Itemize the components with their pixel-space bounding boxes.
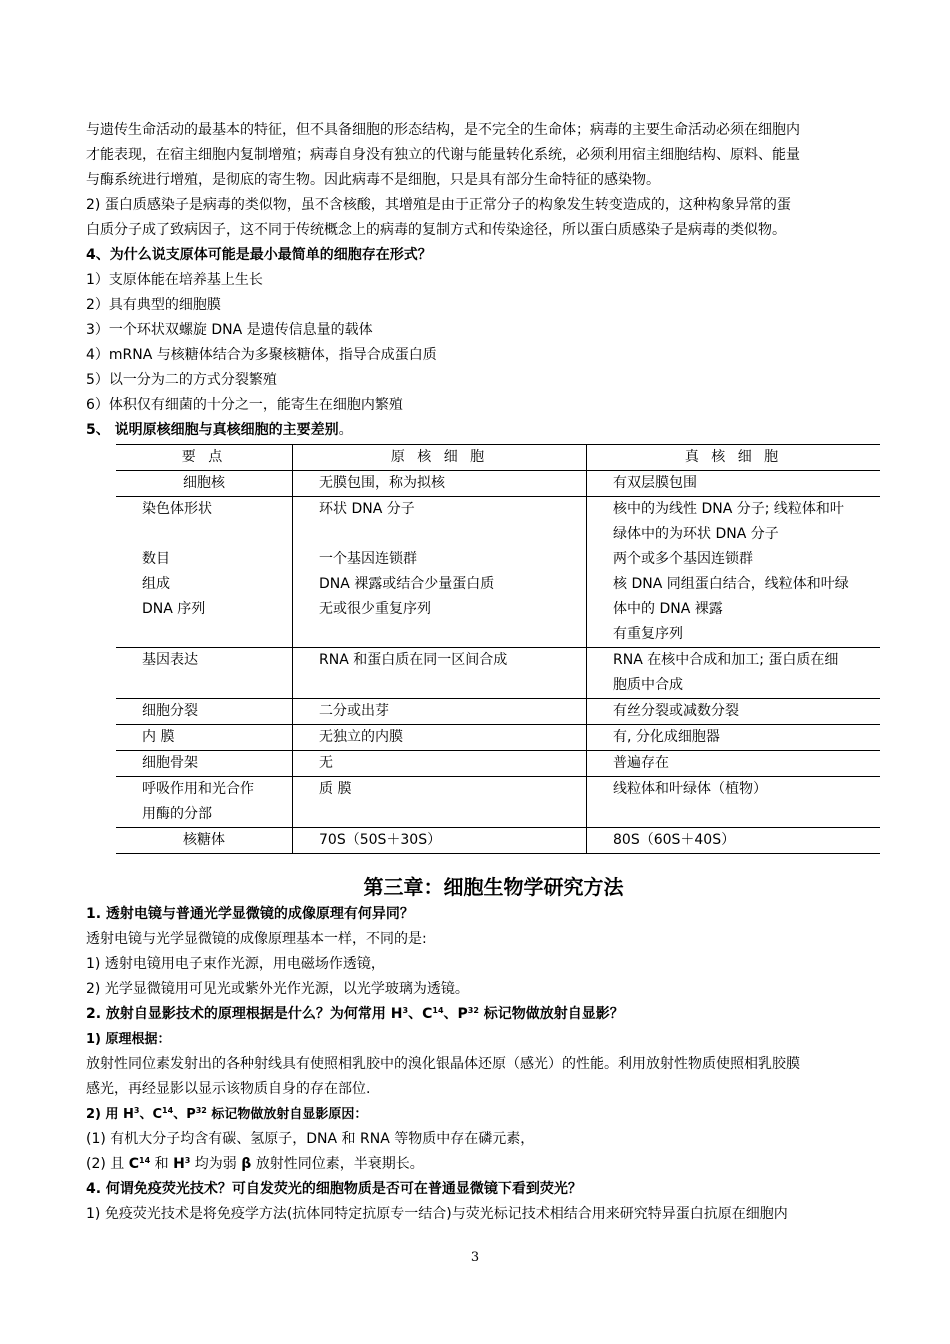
question-title-suffix: 。 <box>338 422 353 438</box>
cell-line: 胞质中合成 <box>613 677 683 693</box>
table-cell: 有, 分化成细胞器 <box>587 725 881 751</box>
paragraph-line: 与遗传生命活动的最基本的特征，但不具备细胞的形态结构，是不完全的生命体；病毒的主要生命活动必须在细胞内 <box>86 122 800 138</box>
table-cell: 有丝分裂或减数分裂 <box>587 699 881 725</box>
list-item: 2）具有典型的细胞膜 <box>86 297 221 313</box>
cell-line: 组成 <box>142 576 170 592</box>
table-cell: 二分或出芽 <box>293 699 587 725</box>
text-part: 放射性同位素，半衰期长。 <box>251 1156 424 1172</box>
paragraph-line: (1) 有机大分子均含有碳、氢原子，DNA 和 RNA 等物质中存在磷元素， <box>86 1131 535 1147</box>
paragraph-line: 与酶系统进行增殖，是彻底的寄生物。因此病毒不是细胞，只是具有部分生命特征的感染物。 <box>86 172 660 188</box>
table-cell: 无 <box>293 751 587 777</box>
table-cell: RNA 和蛋白质在同一区间合成 <box>293 648 587 699</box>
table-cell: 细胞骨架 <box>116 751 293 777</box>
list-item: 4）mRNA 与核糖体结合为多聚核糖体，指导合成蛋白质 <box>86 347 437 363</box>
table-header-cell: 原 核 细 胞 <box>293 445 587 471</box>
paragraph-line: 感光，再经显影以显示该物质自身的存在部位. <box>86 1081 371 1097</box>
superscript: 3 <box>184 1156 191 1165</box>
superscript: 32 <box>467 1006 479 1015</box>
question-heading <box>86 418 881 443</box>
table-row <box>116 751 880 777</box>
cell-line: 呼吸作用和光合作 <box>142 781 254 797</box>
table-cell: 70S（50S＋30S） <box>293 828 587 854</box>
document-page <box>86 118 881 1227</box>
superscript: 14 <box>139 1156 151 1165</box>
title-part: 标记物做放射自显影？ <box>478 1006 624 1022</box>
text-part: H <box>173 1156 185 1172</box>
cell-line: 绿体中的为环状 DNA 分子 <box>613 526 779 542</box>
table-cell <box>116 497 293 648</box>
table-cell <box>587 648 881 699</box>
table-cell <box>116 777 293 828</box>
paragraph-line <box>86 1152 881 1177</box>
text-part: C <box>128 1156 140 1172</box>
paragraph-line: 透射电镜与光学显微镜的成像原理基本一样，不同的是: <box>86 931 427 947</box>
cell-line: 染色体形状 <box>142 501 212 517</box>
table-header-cell: 要 点 <box>116 445 293 471</box>
cell-line: 无或很少重复序列 <box>319 601 431 617</box>
title-part: 标记物做放射自显影原因： <box>206 1107 368 1122</box>
table-cell <box>293 497 587 648</box>
title-part: 2) 用 H <box>86 1107 134 1122</box>
paragraph-line: 放射性同位素发射出的各种射线具有使照相乳胶中的溴化银晶体还原（感光）的性能。利用放射性物质使照相乳胶膜 <box>86 1056 800 1072</box>
title-part: 、C <box>408 1006 433 1022</box>
question-heading: 1. 透射电镜与普通光学显微镜的成像原理有何异同？ <box>86 906 414 922</box>
table-row <box>116 725 880 751</box>
question-heading: 4、为什么说支原体可能是最小最简单的细胞存在形式？ <box>86 247 432 263</box>
table-row <box>116 471 880 497</box>
question-heading <box>86 1002 881 1027</box>
table-header-cell: 真 核 细 胞 <box>587 445 881 471</box>
paragraph-line: 1) 透射电镜用电子束作光源，用电磁场作透镜， <box>86 956 385 972</box>
title-part: 2. 放射自显影技术的原理根据是什么？为何常用 H <box>86 1006 403 1022</box>
text-part: β <box>241 1156 252 1172</box>
text-part: 均为弱 <box>190 1156 242 1172</box>
question-heading: 4. 何谓免疫荧光技术？可自发荧光的细胞物质是否可在普通显微镜下看到荧光？ <box>86 1181 582 1197</box>
table-row <box>116 828 880 854</box>
table-cell: 普遍存在 <box>587 751 881 777</box>
superscript: 3 <box>133 1106 140 1115</box>
table-row <box>116 777 880 828</box>
cell-line: 一个基因连锁群 <box>319 551 417 567</box>
table-cell: 质 膜 <box>293 777 587 828</box>
cell-line: 体中的 DNA 裸露 <box>613 601 723 617</box>
sub-heading: 1) 原理根据： <box>86 1032 171 1047</box>
list-item: 6）体积仅有细菌的十分之一，能寄生在细胞内繁殖 <box>86 397 403 413</box>
paragraph-line: 2) 蛋白质感染子是病毒的类似物，虽不含核酸，其增殖是由于正常分子的构象发生转变造成的，这种构象异常的蛋 <box>86 197 791 213</box>
table-cell: 细胞核 <box>116 471 293 497</box>
table-header-row <box>116 445 880 471</box>
cell-line: DNA 裸露或结合少量蛋白质 <box>319 576 495 592</box>
sub-heading <box>86 1102 881 1127</box>
superscript: 32 <box>195 1106 207 1115</box>
title-part: 、C <box>139 1107 163 1122</box>
table-cell: 无独立的内膜 <box>293 725 587 751</box>
page-number: 3 <box>470 1250 480 1265</box>
list-item: 3）一个环状双螺旋 DNA 是遗传信息量的载体 <box>86 322 373 338</box>
table-cell: 核糖体 <box>116 828 293 854</box>
paragraph-line: 才能表现，在宿主细胞内复制增殖；病毒自身没有独立的代谢与能量转化系统，必须利用宿主细胞结构、原料、能量 <box>86 147 800 163</box>
list-item: 5）以一分为二的方式分裂繁殖 <box>86 372 277 388</box>
paragraph-line: 白质分子成了致病因子，这不同于传统概念上的病毒的复制方式和传染途径，所以蛋白质感染子是病毒的类似物。 <box>86 222 786 238</box>
table-cell: 线粒体和叶绿体（植物） <box>587 777 881 828</box>
table-cell: 基因表达 <box>116 648 293 699</box>
cell-line: 有重复序列 <box>613 626 683 642</box>
title-part: 、P <box>443 1006 468 1022</box>
cell-line: 数目 <box>142 551 170 567</box>
table-cell: 80S（60S＋40S） <box>587 828 881 854</box>
cell-line: 核 DNA 同组蛋白结合，线粒体和叶绿 <box>613 576 849 592</box>
chapter-title: 第三章：细胞生物学研究方法 <box>363 875 624 899</box>
superscript: 14 <box>162 1106 174 1115</box>
table-cell: 无膜包围，称为拟核 <box>293 471 587 497</box>
table-cell: 内 膜 <box>116 725 293 751</box>
text-part: 和 <box>150 1156 174 1172</box>
paragraph-line: 2) 光学显微镜用可见光或紫外光作光源，以光学玻璃为透镜。 <box>86 981 469 997</box>
list-item: 1）支原体能在培养基上生长 <box>86 272 263 288</box>
table-row <box>116 648 880 699</box>
cell-line: 用酶的分部 <box>142 806 212 822</box>
title-part: 、P <box>173 1107 196 1122</box>
comparison-table <box>116 444 880 854</box>
question-title: 5、 说明原核细胞与真核细胞的主要差别 <box>86 422 339 438</box>
superscript: 14 <box>432 1006 444 1015</box>
cell-line: 核中的为线性 DNA 分子; 线粒体和叶 <box>613 501 844 517</box>
cell-line <box>142 522 292 547</box>
cell-line: DNA 序列 <box>142 601 206 617</box>
table-cell: 有双层膜包围 <box>587 471 881 497</box>
cell-line <box>319 522 586 547</box>
table-cell <box>587 497 881 648</box>
table-row <box>116 497 880 648</box>
table-row <box>116 699 880 725</box>
paragraph-line: 1) 免疫荧光技术是将免疫学方法(抗体同特定抗原专一结合)与荧光标记技术相结合用来研究特异蛋白抗原在细胞内 <box>86 1206 788 1222</box>
superscript: 3 <box>402 1006 409 1015</box>
text-part: (2) 且 <box>86 1156 129 1172</box>
cell-line: RNA 在核中合成和加工; 蛋白质在细 <box>613 652 839 668</box>
cell-line: 环状 DNA 分子 <box>319 501 415 517</box>
table-cell: 细胞分裂 <box>116 699 293 725</box>
cell-line: 两个或多个基因连锁群 <box>613 551 753 567</box>
